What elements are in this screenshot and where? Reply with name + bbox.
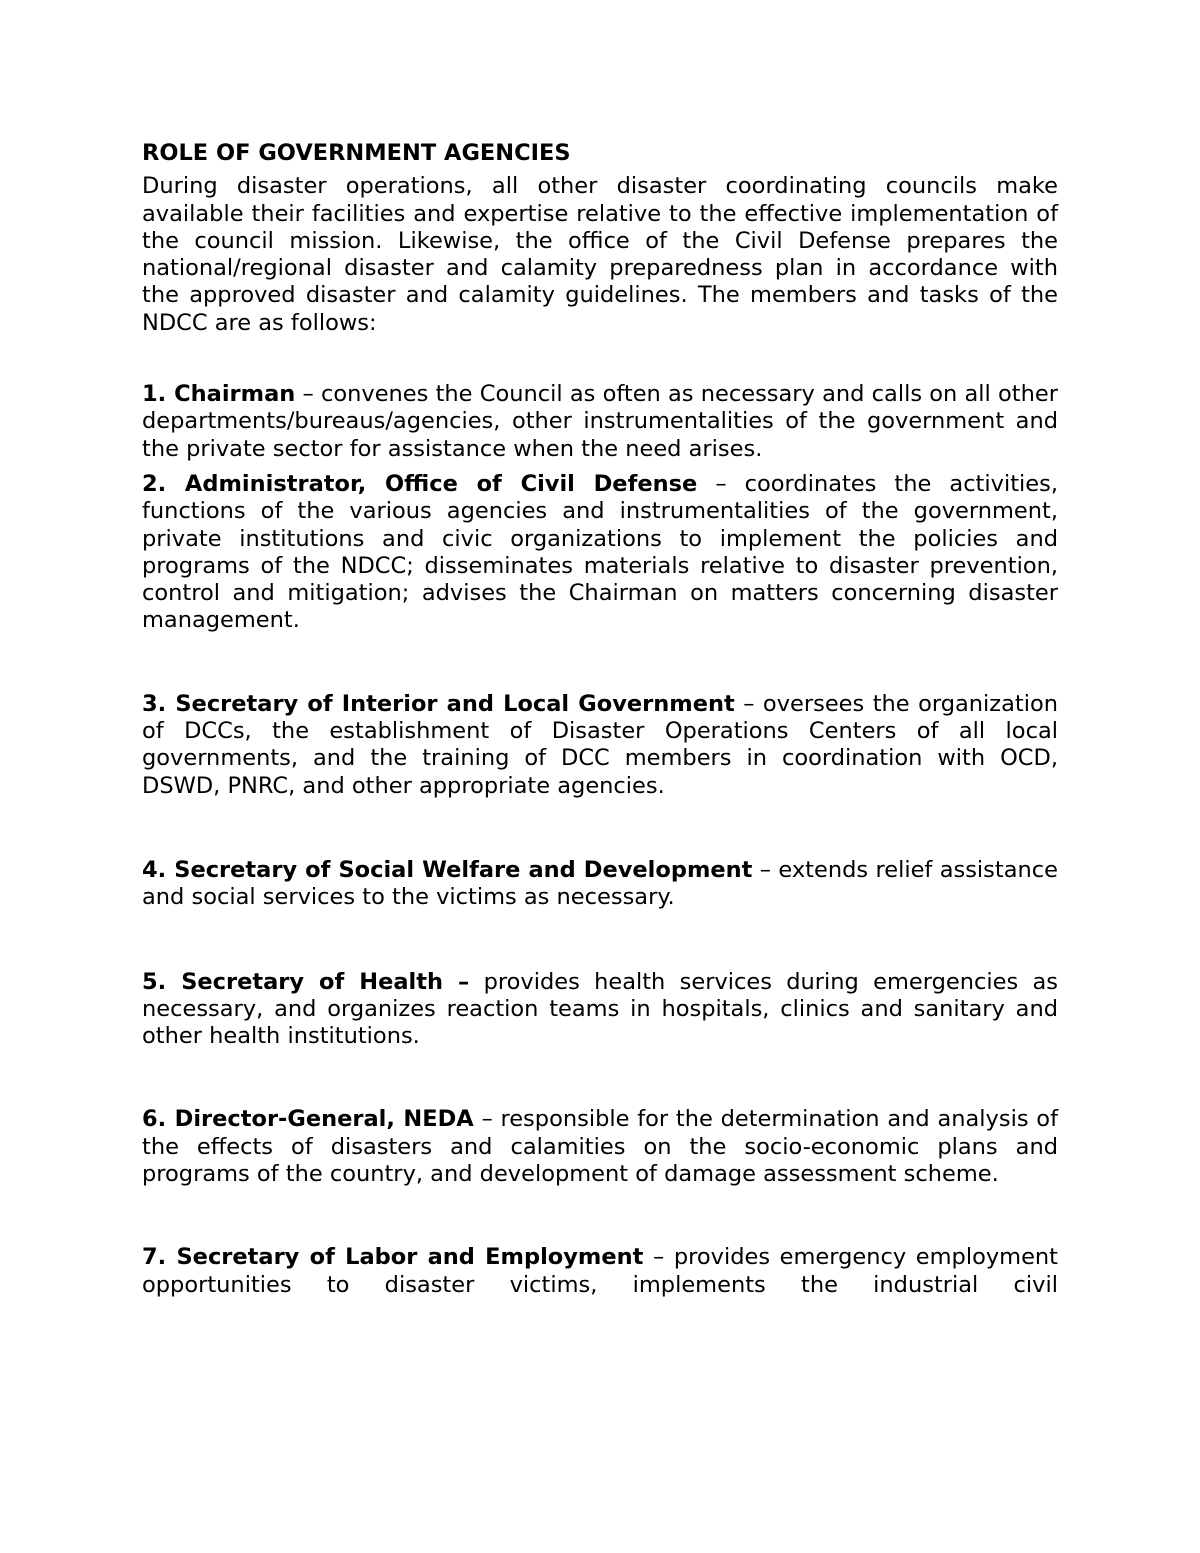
item-text: – coordinates the activities, functions of the various agencies and instrumentalities of the government, private institutions and civic organizations to implement the policies and programs of the NDCC; disseminates materials relative to disaster prevention, control and mitigation; advises the Chairman on matters concerning disaster management. [142,470,1058,634]
item-text: provides health services during emergencies as necessary, and organizes reaction teams in hospitals, clinics and sanitary and other health institutions. [142,968,1058,1050]
list-item [142,691,1058,800]
item-text: – responsible for the determination and analysis of the effects of disasters and calamities on the socio-economic plans and programs of the country, and development of damage assessment scheme. [142,1106,1058,1188]
list-item [142,381,1058,463]
list-item [142,969,1058,1051]
list-item [142,1106,1058,1188]
item-text: – oversees the organization of DCCs, the establishment of Disaster Operations Centers of all local governments, and the training of DCC members in coordination with OCD, DSWD, PNRC, and other appropriate agencies. [142,690,1058,799]
item-lead: 6. Director-General, NEDA [142,1106,474,1133]
item-lead: 2. Administrator, Office of Civil Defense [142,470,698,497]
document-title: ROLE OF GOVERNMENT AGENCIES [142,140,571,166]
item-lead: 5. Secretary of Health – [142,968,470,995]
item-text: – extends relief assistance and social services to the victims as necessary. [142,856,1058,911]
item-text: – convenes the Council as often as necessary and calls on all other departments/bureaus/agencies, other instrumentalities of the government and the private sector for assistance when the need arises. [142,381,1058,462]
list-item [142,1244,1058,1299]
item-lead: 3. Secretary of Interior and Local Government [142,690,735,717]
item-lead: 1. Chairman [142,381,296,408]
list-item [142,857,1058,912]
item-lead: 4. Secretary of Social Welfare and Development [142,856,753,883]
document-page [142,140,1058,1299]
item-lead: 7. Secretary of Labor and Employment [142,1244,644,1271]
intro-paragraph: During disaster operations, all other disaster coordinating councils make available their facilities and expertise relative to the effective implementation of the council mission. Likewise, the office of the Civil Defense prepares the national/regional disaster and calamity preparedness plan in accordance with the approved disaster and calamity guidelines. The members and tasks of the NDCC are as follows: [142,173,1058,336]
list-item [142,471,1058,635]
item-text: – provides emergency employment opportunities to disaster victims, implements the industrial civil [142,1244,1058,1298]
